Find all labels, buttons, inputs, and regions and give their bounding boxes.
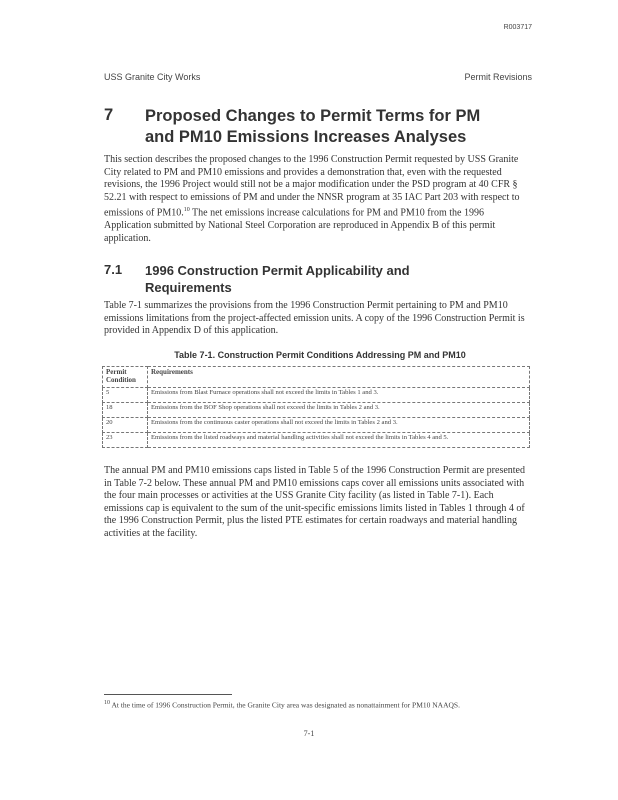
permit-condition-cell: 20 [103, 418, 148, 433]
table-row [103, 403, 530, 418]
closing-paragraph: The annual PM and PM10 emissions caps listed in Table 5 of the 1996 Construction Permit are presented in Table 7-2 below. These annual PM and PM10 emissions caps cover all emissions units associated with the four main processes or activities at the USS Granite City facility (as listed in Table 7-1). Each emissions cap is equivalent to the sum of the unit-specific emissions limits listed in Tables 1 through 4 of the 1996 Construction Permit, plus the listed PTE estimates for certain roadways and material handling activities at the facility. [104, 465, 525, 539]
subsection-number: 7.1 [104, 262, 123, 277]
column-header-requirements: Requirements [148, 367, 530, 388]
table-row [103, 388, 530, 403]
document-id: R003717 [503, 24, 532, 31]
footnote-text: At the time of 1996 Construction Permit, the Granite City area was designated as nonattainment for PM10 NAAQS. [111, 700, 460, 710]
requirement-cell: Emissions from the listed roadways and material handling activities shall not exceed the limits in Tables 4 and 5. [148, 433, 530, 448]
permit-condition-cell: 23 [103, 433, 148, 448]
section-intro-paragraph [104, 154, 532, 245]
table-header-row [103, 367, 530, 388]
subsection-title: 1996 Construction Permit Applicability and Requirements [145, 263, 410, 295]
column-header-permit-condition: Permit Condition [103, 367, 148, 388]
table-row [103, 418, 530, 433]
table-row [103, 433, 530, 448]
running-header-right: Permit Revisions [464, 72, 532, 82]
requirement-cell: Emissions from the BOF Shop operations shall not exceed the limits in Tables 2 and 3. [148, 403, 530, 418]
section-title: Proposed Changes to Permit Terms for PM and PM10 Emissions Increases Analyses [145, 107, 481, 146]
table-caption: Table 7-1. Construction Permit Conditions Addressing PM and PM10 [174, 350, 466, 360]
running-header-left: USS Granite City Works [104, 72, 201, 82]
page-number: 7-1 [303, 729, 315, 738]
intro-text-part2: The net emissions increase calculations for PM and PM10 from the 1996 Application submitted by National Steel Corporation are reproduced in Appendix B of this permit application. [104, 207, 496, 244]
section-number: 7 [104, 106, 114, 124]
permit-condition-cell: 5 [103, 388, 148, 403]
footnote-divider [104, 694, 232, 695]
requirement-cell: Emissions from Blast Furnace operations shall not exceed the limits in Tables 1 and 3. [148, 388, 530, 403]
footnote [104, 698, 532, 711]
footnote-marker: 10 [104, 700, 110, 706]
intro-text-part1: This section describes the proposed changes to the 1996 Construction Permit requested by USS Granite City related to PM and PM10 emissions and provides a demonstration that, even with the requested revisions, the 1996 Project would still not be a major modification under the PSD program at 40 CFR § 52.21 with respect to emissions of PM and under the NNSR program at 35 IAC Part 203 with respect to emissions of PM10. [104, 154, 520, 219]
requirement-cell: Emissions from the continuous caster operations shall not exceed the limits in Tables 2 and 3. [148, 418, 530, 433]
footnote-reference: 10 [183, 207, 190, 214]
permit-condition-cell: 18 [103, 403, 148, 418]
permit-conditions-table [102, 366, 530, 448]
subsection-paragraph: Table 7-1 summarizes the provisions from the 1996 Construction Permit pertaining to PM and PM10 emissions limitations from the project-affected emission units. A copy of the 1996 Construction Permit is provided in Appendix D of this application. [104, 300, 525, 337]
